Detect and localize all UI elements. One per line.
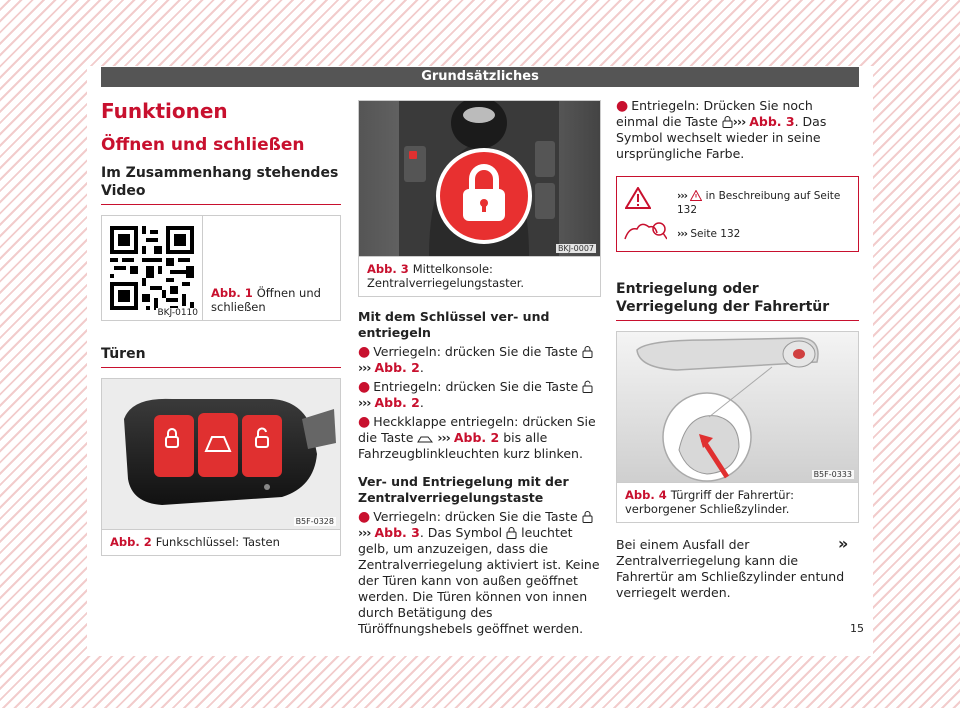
bullet-central-lock (358, 509, 601, 637)
paragraph-title: Mit dem Schlüssel ver- und entriegeln (358, 309, 550, 340)
figure-reference-link[interactable]: Abb. 3 (374, 525, 420, 540)
section-title: Funktionen (101, 99, 228, 123)
lock-icon (582, 510, 593, 523)
door-handle-illustration (617, 332, 858, 482)
reference-arrows: ››› (358, 525, 371, 540)
warning-reference-line[interactable] (677, 189, 858, 217)
column-middle (358, 100, 601, 637)
figure-caption (203, 281, 340, 320)
caption-text: Türgriff der Fahrertür: verborgener Schließzylinder. (625, 488, 794, 516)
caption-text: Funkschlüssel: Tasten (155, 535, 280, 549)
figure-code: B5F-0328 (295, 517, 334, 526)
qr-code-image[interactable] (102, 216, 203, 320)
continued-marker: » (838, 534, 849, 553)
figure-reference-link[interactable]: Abb. 2 (374, 395, 420, 410)
key-fob-image (102, 379, 340, 529)
bullet-text: Heckklappe entriegeln: drücken Sie die Taste (358, 414, 596, 445)
reference-arrows: ››› (677, 190, 687, 202)
figure-code: B5F-0333 (813, 470, 852, 479)
center-console-illustration (359, 101, 600, 256)
note-reference-line[interactable] (677, 227, 740, 241)
reference-arrows: ››› (358, 395, 371, 410)
figure-label: Abb. 3 (367, 262, 409, 276)
figure-4 (616, 331, 859, 523)
figure-caption (102, 529, 340, 555)
figure-2 (101, 378, 341, 556)
bullet-text: Verriegeln: drücken Sie die Taste (373, 509, 578, 524)
topic-driver-door-heading: Entriegelung oder Verriegelung der Fahrertür (616, 280, 859, 321)
reference-arrows: ››› (677, 228, 687, 240)
lock-icon (722, 115, 733, 128)
center-console-image (359, 101, 600, 256)
bullet-text: Verriegeln: drücken Sie die Taste (373, 344, 578, 359)
figure-label: Abb. 2 (110, 535, 152, 549)
lock-indicator-led (409, 151, 417, 159)
figure-1 (101, 215, 341, 321)
trunk-button[interactable] (198, 413, 238, 477)
bullet-unlock-central (616, 98, 859, 162)
figure-caption (359, 256, 600, 296)
lock-icon (506, 526, 517, 539)
environment-note-icon (623, 219, 667, 245)
bullet-dot: ● (358, 414, 371, 430)
bullet-dot: ● (358, 379, 371, 395)
bullet-lock: ● Verriegeln: drücken Sie die Taste ››› Abb. 2. (358, 344, 601, 376)
figure-reference-link[interactable]: Abb. 3 (749, 114, 795, 129)
figure-code: BKJ-0110 (157, 308, 198, 318)
figure-reference-link[interactable]: Abb. 2 (453, 430, 500, 445)
figure-code: BKJ-0007 (557, 244, 594, 253)
column-left (101, 98, 341, 556)
reference-arrows: ››› (358, 360, 371, 375)
figure-caption (617, 482, 858, 522)
paragraph-title: Ver- und Entriegelung mit der Zentralverriegelungstaste (358, 474, 569, 505)
warning-reference-text: in Beschreibung auf Seite 132 (677, 190, 841, 216)
note-reference-text: Seite 132 (690, 228, 741, 240)
topic-video-heading: Im Zusammenhang stehendes Video (101, 164, 341, 205)
figure-3 (358, 100, 601, 297)
bullet-text-continued: bis alle Fahrzeugblinkleuchten kurz blinken. (358, 430, 583, 461)
topic-doors-heading: Türen (101, 345, 341, 368)
warning-small-icon (690, 190, 702, 201)
qr-code-icon (110, 226, 194, 310)
key-fob-illustration (102, 379, 340, 529)
lock-icon (582, 345, 593, 358)
bullet-dot: ● (358, 509, 371, 525)
bullet-text-continued: . Das Symbol (419, 525, 503, 540)
body-paragraph: Bei einem Ausfall der Zentralverriegelung kann die Fahrertür am Schließzylinder entund verriegelt werden. (616, 537, 845, 600)
bullet-trunk (358, 414, 601, 462)
warning-reference-box (616, 176, 859, 252)
bullet-text-continued: . Das Symbol wechselt wieder in seine ursprüngliche Farbe. (616, 114, 827, 161)
chapter-header: Grundsätzliches (101, 67, 859, 87)
reference-arrows: ››› (437, 430, 450, 445)
column-right (616, 98, 859, 601)
bullet-text: Entriegeln: Drücken Sie noch einmal die Taste (616, 98, 813, 129)
figure-label: Abb. 1 (211, 286, 253, 300)
subsection-title: Öffnen und schließen (101, 135, 305, 155)
bullet-dot: ● (616, 98, 629, 114)
figure-1-caption-area (203, 216, 340, 320)
caption-text: Öffnen und schließen (211, 286, 321, 314)
bullet-text-continued: leuchtet gelb, um anzuzeigen, dass die Zentralverriegelung aktiviert ist. Keine der Türen kann von außen geöffnet werden. Die Türen können von innen durch Betätigung des Türöffnungshebels geöffnet werden. (358, 525, 600, 636)
car-trunk-icon (417, 434, 433, 444)
bullet-text: Entriegeln: drücken Sie die Taste (373, 379, 579, 394)
figure-label: Abb. 4 (625, 488, 667, 502)
warning-triangle-icon (625, 187, 651, 209)
page-number: 15 (850, 622, 864, 635)
figure-reference-link[interactable]: Abb. 2 (374, 360, 420, 375)
reference-arrows: ››› (732, 114, 746, 129)
door-handle-image (617, 332, 858, 482)
bullet-unlock: ● Entriegeln: drücken Sie die Taste ››› Abb. 2. (358, 379, 601, 411)
bullet-dot: ● (358, 344, 371, 360)
caption-text: Mittelkonsole: Zentralverriegelungstaster. (367, 262, 525, 290)
unlock-icon (582, 380, 593, 393)
